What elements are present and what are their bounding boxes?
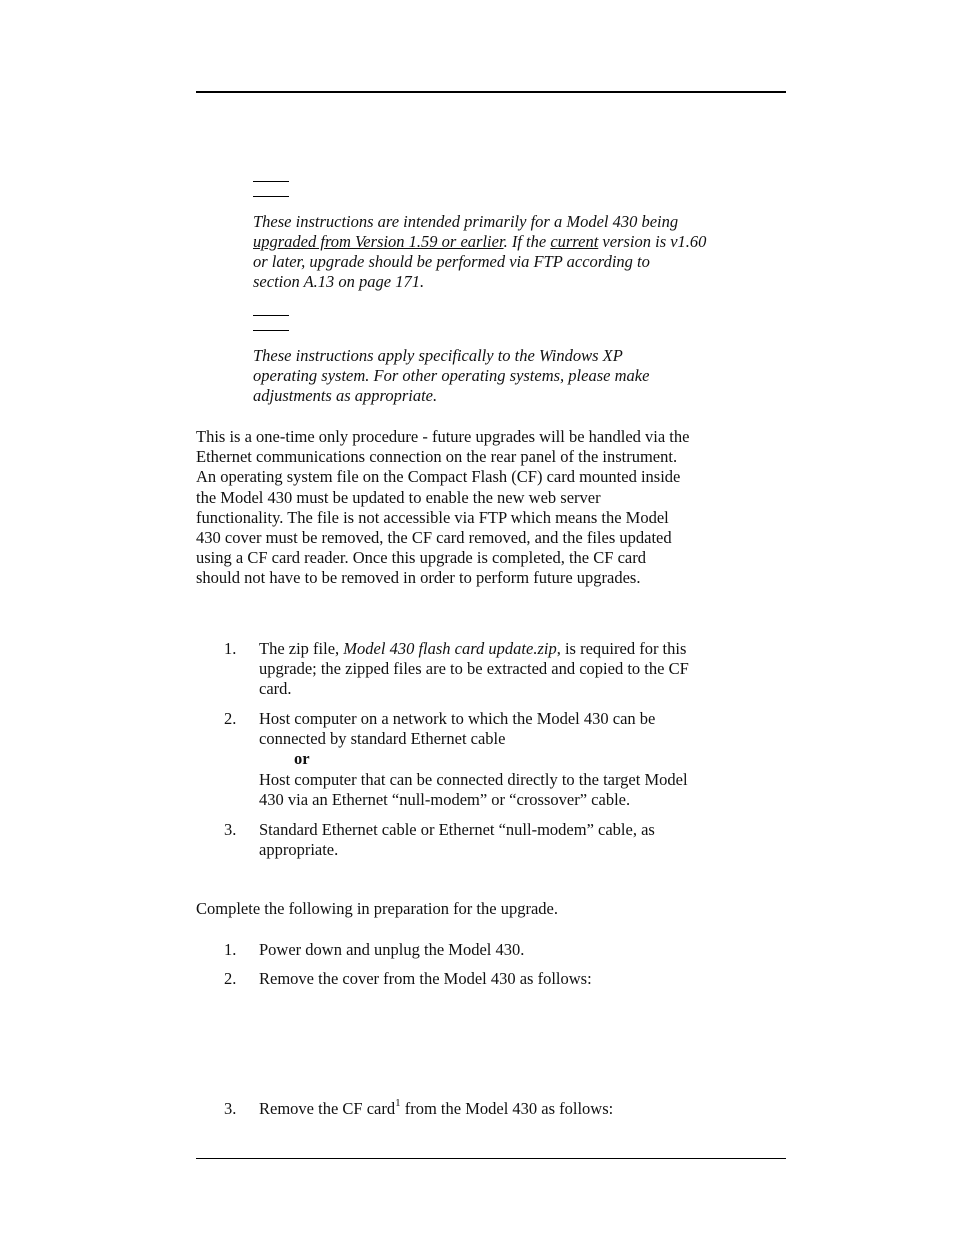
paragraph-line: Ethernet communications connection on the rear panel of the instrument. bbox=[196, 447, 678, 467]
list-text-span: The zip file, bbox=[259, 639, 344, 658]
note-line: These instructions are intended primarily for a Model 430 being bbox=[253, 212, 679, 231]
note-line: section A.13 on page 171. bbox=[253, 272, 425, 291]
list-line: upgrade; the zipped files are to be extracted and copied to the CF bbox=[259, 659, 689, 679]
note-marker bbox=[253, 330, 289, 331]
note-text: . If the bbox=[503, 232, 551, 251]
list-text-span: , is required for this bbox=[556, 639, 687, 658]
paragraph-line: functionality. The file is not accessible via FTP which means the Model bbox=[196, 507, 669, 527]
prep-intro: Complete the following in preparation for the upgrade. bbox=[196, 899, 558, 918]
list-line: 430 via an Ethernet “null-modem” or “crossover” cable. bbox=[259, 790, 631, 810]
list-text bbox=[259, 820, 784, 860]
paragraph-line: using a CF card reader. Once this upgrade is completed, the CF card bbox=[196, 548, 646, 568]
note-line: operating system. For other operating systems, please make bbox=[253, 366, 650, 385]
note-upgrade-version bbox=[253, 212, 793, 292]
list-number: 2. bbox=[224, 709, 237, 728]
note-marker bbox=[253, 196, 289, 197]
paragraph-line: should not have to be removed in order to perform future upgrades. bbox=[196, 568, 641, 588]
list-text-span: from the Model 430 as follows: bbox=[400, 1099, 614, 1118]
list-text bbox=[259, 709, 784, 749]
list-text bbox=[259, 1096, 784, 1119]
list-line: Host computer on a network to which the Model 430 can be bbox=[259, 709, 656, 728]
list-line: Standard Ethernet cable or Ethernet “null-modem” cable, as bbox=[259, 820, 655, 839]
underlined-text: current bbox=[550, 232, 599, 251]
footnote-ref[interactable]: 1 bbox=[395, 1096, 401, 1109]
list-line: appropriate. bbox=[259, 840, 339, 860]
paragraph-line: the Model 430 must be updated to enable the new web server bbox=[196, 487, 601, 507]
note-line: These instructions apply specifically to the Windows XP bbox=[253, 346, 623, 365]
list-line: connected by standard Ethernet cable bbox=[259, 729, 506, 749]
list-line: Host computer that can be connected directly to the target Model bbox=[259, 770, 688, 789]
or-separator: or bbox=[294, 749, 310, 768]
list-text: Power down and unplug the Model 430. bbox=[259, 940, 525, 959]
list-text: Remove the cover from the Model 430 as follows: bbox=[259, 969, 592, 988]
list-number: 1. bbox=[224, 639, 237, 658]
note-line bbox=[253, 232, 793, 252]
paragraph-line: An operating system file on the Compact Flash (CF) card mounted inside bbox=[196, 467, 681, 487]
note-text: version is v1.60 bbox=[598, 232, 707, 251]
file-name: Model 430 flash card update.zip bbox=[343, 639, 557, 658]
note-line: or later, upgrade should be performed via FTP according to bbox=[253, 252, 650, 271]
footer-rule bbox=[196, 1158, 786, 1159]
paragraph-line: This is a one-time only procedure - future upgrades will be handled via the bbox=[196, 427, 690, 446]
paragraph-line: 430 cover must be removed, the CF card removed, and the files updated bbox=[196, 528, 672, 548]
list-text bbox=[259, 639, 784, 700]
note-line: adjustments as appropriate. bbox=[253, 386, 438, 405]
list-line: card. bbox=[259, 679, 292, 699]
list-number: 2. bbox=[224, 969, 237, 988]
note-marker bbox=[253, 181, 289, 182]
note-os bbox=[253, 346, 793, 406]
intro-paragraph bbox=[196, 427, 786, 589]
list-text-span: Remove the CF card bbox=[259, 1099, 396, 1118]
underlined-text: upgraded from Version 1.59 or earlier bbox=[253, 232, 504, 251]
list-text bbox=[259, 770, 784, 810]
header-rule bbox=[196, 91, 786, 93]
list-number: 3. bbox=[224, 820, 237, 839]
list-line bbox=[259, 639, 784, 659]
list-number: 1. bbox=[224, 940, 237, 959]
note-marker bbox=[253, 315, 289, 316]
list-number: 3. bbox=[224, 1099, 237, 1118]
